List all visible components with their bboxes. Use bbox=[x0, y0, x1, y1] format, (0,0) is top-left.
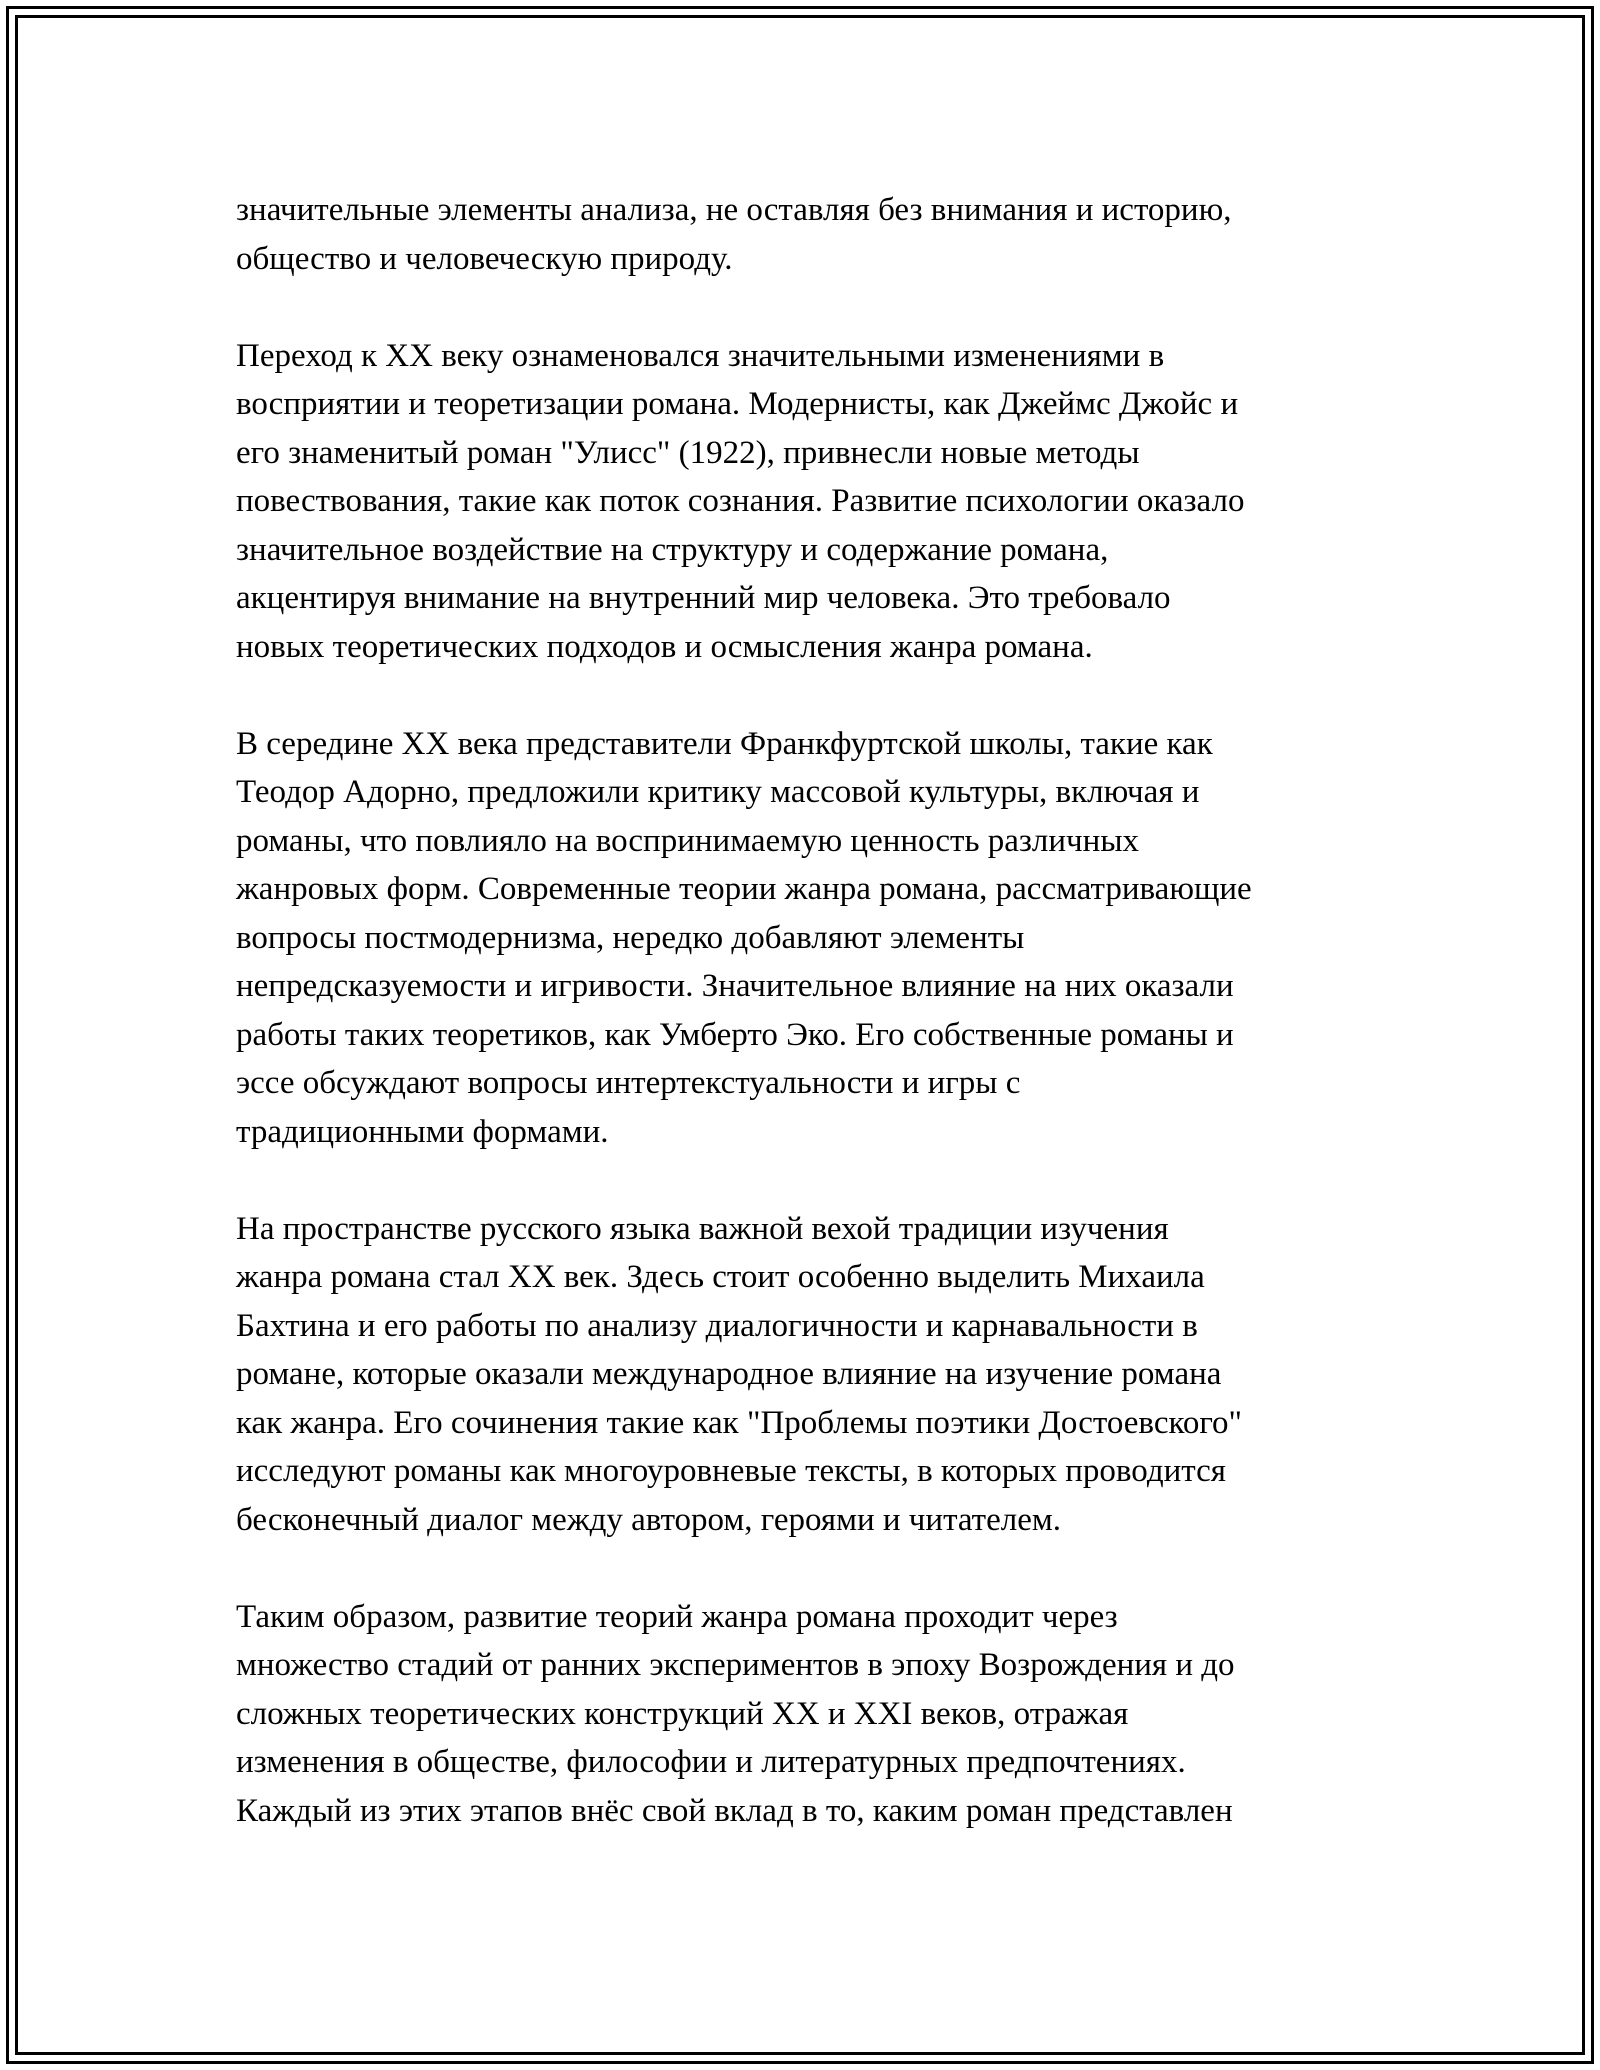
text-line: как жанра. Его сочинения такие как "Проблемы поэтики Достоевского" bbox=[236, 1404, 1243, 1441]
document-body bbox=[236, 186, 1396, 1884]
text-line: общество и человеческую природу. bbox=[236, 240, 733, 277]
paragraph-5 bbox=[236, 1593, 1396, 1836]
paragraph-1 bbox=[236, 186, 1396, 283]
paragraph-4 bbox=[236, 1205, 1396, 1545]
paragraph-2 bbox=[236, 332, 1396, 672]
text-line: непредсказуемости и игривости. Значительное влияние на них оказали bbox=[236, 968, 1234, 1004]
text-line: Таким образом, развитие теорий жанра романа проходит через bbox=[236, 1598, 1118, 1635]
text-line: значительные элементы анализа, не оставляя без внимания и историю, bbox=[236, 192, 1232, 228]
text-line: сложных теоретических конструкций XX и XXI веков, отражая bbox=[236, 1695, 1129, 1732]
text-line: восприятии и теоретизации романа. Модернисты, как Джеймс Джойс и bbox=[236, 386, 1239, 422]
text-line: Бахтина и его работы по анализу диалогичности и карнавальности в bbox=[236, 1307, 1198, 1344]
text-line: изменения в обществе, философии и литературных предпочтениях. bbox=[236, 1744, 1186, 1780]
text-line: романы, что повлияло на воспринимаемую ценность различных bbox=[236, 822, 1139, 859]
text-line: повествования, такие как поток сознания. Развитие психологии оказало bbox=[236, 483, 1245, 519]
text-line: акцентируя внимание на внутренний мир человека. Это требовало bbox=[236, 580, 1171, 616]
text-line: Каждый из этих этапов внёс свой вклад в то, каким роман представлен bbox=[236, 1792, 1233, 1829]
text-line: вопросы постмодернизма, нередко добавляют элементы bbox=[236, 919, 1025, 956]
text-line: традиционными формами. bbox=[236, 1113, 609, 1150]
text-line: Теодор Адорно, предложили критику массовой культуры, включая и bbox=[236, 774, 1200, 810]
text-line: работы таких теоретиков, как Умберто Эко. Его собственные романы и bbox=[236, 1016, 1234, 1053]
text-line: В середине XX века представители Франкфуртской школы, такие как bbox=[236, 725, 1213, 762]
text-line: новых теоретических подходов и осмысления жанра романа. bbox=[236, 628, 1093, 665]
paragraph-3 bbox=[236, 720, 1396, 1157]
text-line: множество стадий от ранних экспериментов в эпоху Возрождения и до bbox=[236, 1647, 1235, 1683]
text-line: значительное воздействие на структуру и содержание романа, bbox=[236, 531, 1109, 568]
text-line: исследуют романы как многоуровневые тексты, в которых проводится bbox=[236, 1453, 1226, 1489]
text-line: эссе обсуждают вопросы интертекстуальности и игры с bbox=[236, 1065, 1021, 1101]
text-line: жанровых форм. Современные теории жанра романа, рассматривающие bbox=[236, 871, 1252, 907]
text-line: его знаменитый роман "Улисс" (1922), привнесли новые методы bbox=[236, 434, 1140, 471]
text-line: бесконечный диалог между автором, героями и читателем. bbox=[236, 1501, 1061, 1538]
text-line: жанра романа стал XX век. Здесь стоит особенно выделить Михаила bbox=[236, 1259, 1205, 1295]
text-line: Переход к XX веку ознаменовался значительными изменениями в bbox=[236, 337, 1165, 374]
text-line: На пространстве русского языка важной вехой традиции изучения bbox=[236, 1210, 1169, 1247]
text-line: романе, которые оказали международное влияние на изучение романа bbox=[236, 1356, 1222, 1392]
